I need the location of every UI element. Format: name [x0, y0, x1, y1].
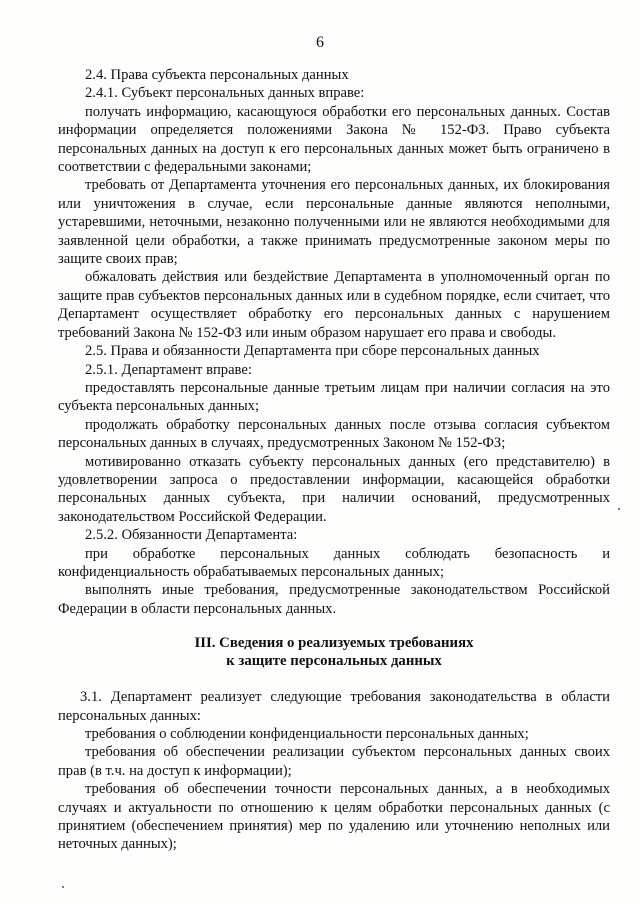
paragraph-2-4-1: 2.4.1. Субъект персональных данных вправе:: [85, 85, 365, 102]
paragraph-continue-processing: продолжать обработку персональных данных после отзыва согласия субъектом персональных данных в случаях, предусмотренных Законом № 152-ФЗ;: [58, 416, 610, 452]
paragraph-2-4-title: 2.4. Права субъекта персональных данных: [85, 67, 349, 83]
paragraph-provide-third-parties: предоставлять персональные данные третьим лицам при наличии согласия на это субъекта персональных данных;: [58, 379, 610, 415]
scan-speck: [618, 508, 620, 510]
section-3-heading: [58, 634, 610, 670]
paragraph-right-get-info: получать информацию, касающуюся обработки его персональных данных. Состав информации определяется положениями Закона № 152-ФЗ. Право субъекта персональных данных на доступ к его персональных данных может быть ограничено в соответствии с федеральными законами;: [58, 103, 610, 176]
paragraph-ensure-security: при обработке персональных данных соблюдать безопасность и конфиденциальность обрабатываемых персональных данных;: [58, 545, 610, 580]
paragraph-subject-rights: требования об обеспечении реализации субъектом персональных данных своих прав (в т.ч. на доступ к информации);: [58, 744, 610, 779]
paragraph-confidentiality: требования о соблюдении конфиденциальности персональных данных;: [85, 726, 529, 742]
paragraph-right-demand-correction: требовать от Департамента уточнения его персональных данных, их блокирования или уничтожения в случае, если персональные данные являются неполными, устаревшими, неточными, незаконно полученными или не являются необходимыми для заявленной цели обработки, а также принимать предусмотренные законом меры по защите своих прав;: [58, 177, 610, 268]
section-3: [58, 688, 610, 854]
paragraph-refuse-request: мотивированно отказать субъекту персональных данных (его представителю) в удовлетворении запроса о предоставлении информации, касающейся обработки персональных данных субъекта, при наличии оснований, предусмотренных законодательством Российской Федерации.: [58, 453, 610, 525]
section-3-heading-line1: III. Сведения о реализуемых требованиях: [194, 635, 474, 652]
paragraph-data-accuracy: требования об обеспечении точности персональных данных, а в необходимых случаях и актуальности по отношению к целям обработки персональных данных (с принятием (обеспечением принятия) мер по удалению или уточнению неполных или неточных данных);: [58, 781, 610, 853]
paragraph-right-appeal: обжаловать действия или бездействие Департамента в уполномоченный орган по защите прав субъектов персональных данных или в судебном порядке, если считает, что Департамент осуществляет обработку его персональных данных с нарушением требований Закона № 152-ФЗ или иным образом нарушает его права и свободы.: [58, 269, 610, 341]
scan-speck: [62, 886, 64, 888]
paragraph-3-1: 3.1. Департамент реализует следующие требования законодательства в области персональных данных:: [58, 689, 610, 724]
paragraph-2-5-title: 2.5. Права и обязанности Департамента при сборе персональных данных: [85, 343, 540, 360]
document-body: [58, 66, 610, 854]
paragraph-other-requirements: выполнять иные требования, предусмотренные законодательством Российской Федерации в области персональных данных.: [58, 582, 610, 617]
section-2: [58, 66, 610, 618]
paragraph-2-5-1: 2.5.1. Департамент вправе:: [85, 361, 252, 378]
paragraph-2-5-2: 2.5.2. Обязанности Департамента:: [85, 527, 298, 544]
page-number: 6: [316, 34, 324, 51]
section-3-heading-line2: к защите персональных данных: [226, 653, 442, 670]
